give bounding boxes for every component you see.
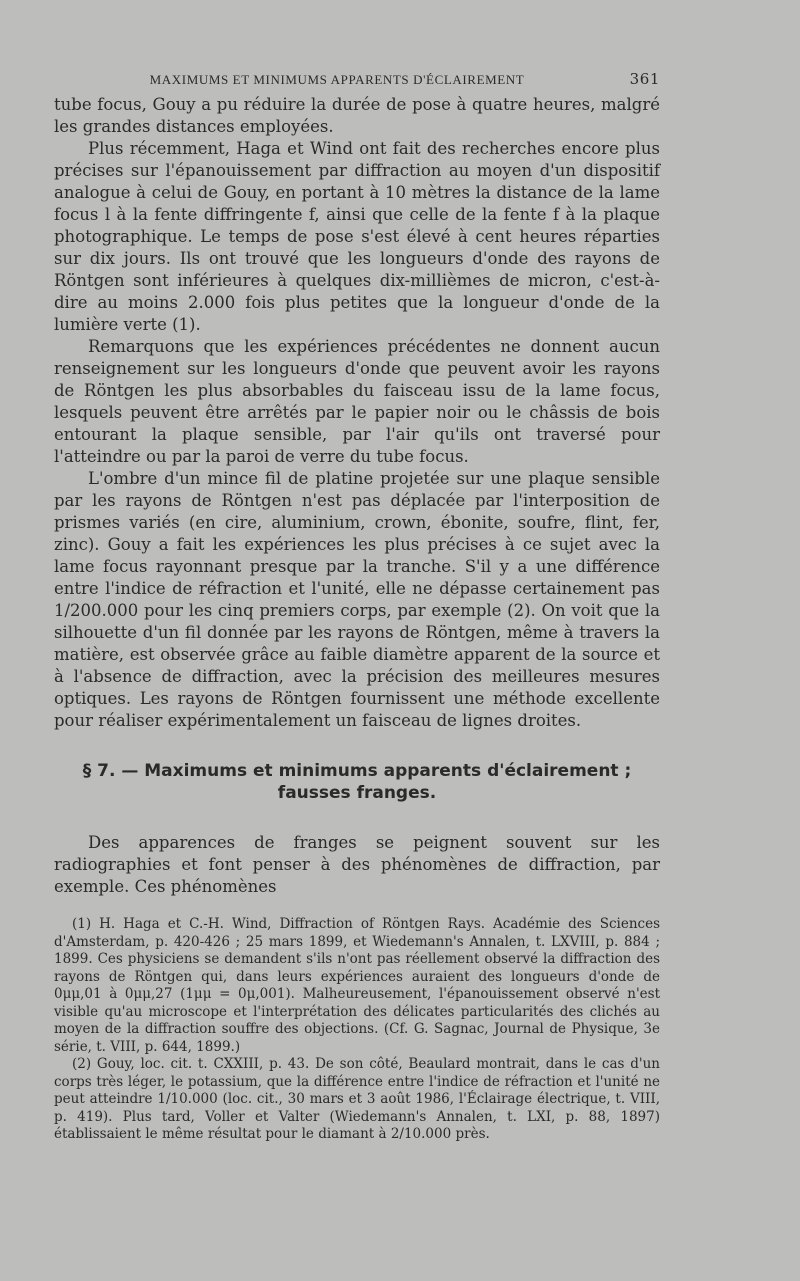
main-text [54, 94, 660, 732]
paragraph-continuation: tube focus, Gouy a pu réduire la durée de pose à quatre heures, malgré les grandes distances employées. [54, 95, 660, 136]
running-header [54, 70, 660, 88]
section-text [54, 832, 660, 898]
page-number: 361 [629, 70, 660, 88]
footnote-2: (2) Gouy, loc. cit. t. CXXIII, p. 43. De son côté, Beaulard montrait, dans le cas d'un corps très léger, le potassium, que la différence entre l'indice de réfraction et l'unité ne peut atteindre 1/10.000 (loc. cit., 30 mars et 3 août 1986, l'Éclairage électrique, t. VIII, p. 419). Plus tard, Voller et Valter (Wiedemann's Annalen, t. LXI, p. 88, 1897) établissaient le même résultat pour le diamant à 2/10.000 près. [54, 1056, 660, 1142]
section-heading: § 7. — Maximums et minimums apparents d'éclairement ; fausses franges. [82, 761, 632, 803]
footnotes [54, 916, 660, 1144]
paragraph-apparences-franges: Des apparences de franges se peignent souvent sur les radiographies et font penser à des phénomènes de diffraction, par exemple. Ces phénomènes [54, 833, 660, 896]
paragraph-remarquons: Remarquons que les expériences précédentes ne donnent aucun renseignement sur les longueurs d'onde que peuvent avoir les rayons de Röntgen les plus absorbables du faisceau issu de la lame focus, lesquels peuvent être arrêtés par le papier noir ou le châssis de bois entourant la plaque sensible, par l'air qu'ils ont traversé pour l'atteindre ou par la paroi de verre du tube focus. [54, 337, 660, 466]
footnote-1: (1) H. Haga et C.-H. Wind, Diffraction of Röntgen Rays. Académie des Sciences d'Amsterdam, p. 420-426 ; 25 mars 1899, et Wiedemann's Annalen, t. LXVIII, p. 884 ; 1899. Ces physiciens se demandent s'ils n'ont pas réellement observé la diffraction des rayons de Röntgen qui, dans leurs expériences auraient des longueurs d'onde de 0μμ,01 à 0μμ,27 (1μμ = 0μ,001). Malheureusement, l'épanouissement observé n'est visible qu'au microscope et l'interprétation des délicates particularités des clichés au moyen de la diffraction souffre des objections. (Cf. G. Sagnac, Journal de Physique, 3e série, t. VIII, p. 644, 1899.) [54, 916, 660, 1055]
running-title: MAXIMUMS ET MINIMUMS APPARENTS D'ÉCLAIREMENT [149, 72, 525, 87]
paragraph-haga-wind: Plus récemment, Haga et Wind ont fait des recherches encore plus précises sur l'épanouissement par diffraction au moyen d'un dispositif analogue à celui de Gouy, en portant à 10 mètres la distance de la lame focus l à la fente diffringente f, ainsi que celle de la fente f à la plaque photographique. Le temps de pose s'est élevé à cent heures réparties sur dix jours. Ils ont trouvé que les longueurs d'onde des rayons de Röntgen sont inférieures à quelques dix-millièmes de micron, c'est-à-dire au moins 2.000 fois plus petites que la longueur d'onde de la lumière verte (1). [54, 139, 660, 334]
paragraph-ombre-fil: L'ombre d'un mince fil de platine projetée sur une plaque sensible par les rayons de Röntgen n'est pas déplacée par l'interposition de prismes variés (en cire, aluminium, crown, ébonite, soufre, flint, fer, zinc). Gouy a fait les expériences les plus précises à ce sujet avec la lame focus rayonnant presque par la tranche. S'il y a une différence entre l'indice de réfraction et l'unité, elle ne dépasse certainement pas 1/200.000 pour les cinq premiers corps, par exemple (2). On voit que la silhouette d'un fil donnée par les rayons de Röntgen, même à travers la matière, est observée grâce au faible diamètre apparent de la source et à l'absence de diffraction, avec la précision des meilleures mesures optiques. Les rayons de Röntgen fournissent une méthode excellente pour réaliser expérimentalement un faisceau de lignes droites. [54, 469, 660, 730]
